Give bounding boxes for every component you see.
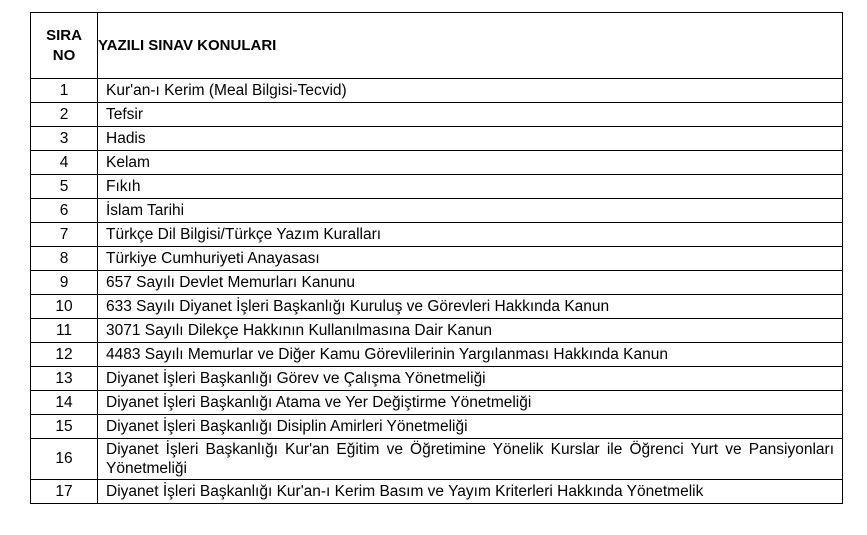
row-topic: Kur'an-ı Kerim (Meal Bilgisi-Tecvid) [98,79,843,103]
row-topic: Türkçe Dil Bilgisi/Türkçe Yazım Kuralları [98,223,843,247]
row-topic: Kelam [98,151,843,175]
row-topic: İslam Tarihi [98,199,843,223]
column-header-no-line1: SIRA [46,26,82,44]
row-number: 3 [31,127,98,151]
row-topic: Diyanet İşleri Başkanlığı Kur'an-ı Kerim Basım ve Yayım Kriterleri Hakkında Yönetmelik [98,480,843,504]
row-number: 2 [31,103,98,127]
row-number: 5 [31,175,98,199]
table-row [31,295,843,319]
table-row [31,415,843,439]
table-row [31,391,843,415]
table-row [31,223,843,247]
row-topic: Diyanet İşleri Başkanlığı Atama ve Yer Değiştirme Yönetmeliği [98,391,843,415]
row-topic: 4483 Sayılı Memurlar ve Diğer Kamu Görevlilerinin Yargılanması Hakkında Kanun [98,343,843,367]
table-row [31,79,843,103]
row-number: 16 [31,439,98,480]
row-topic: Tefsir [98,103,843,127]
row-topic: 657 Sayılı Devlet Memurları Kanunu [98,271,843,295]
row-topic: 3071 Sayılı Dilekçe Hakkının Kullanılmasına Dair Kanun [98,319,843,343]
row-number: 1 [31,79,98,103]
table-row [31,271,843,295]
row-number: 11 [31,319,98,343]
row-topic: Diyanet İşleri Başkanlığı Disiplin Amirleri Yönetmeliği [98,415,843,439]
row-topic: 633 Sayılı Diyanet İşleri Başkanlığı Kuruluş ve Görevleri Hakkında Kanun [98,295,843,319]
exam-topics-table [30,12,843,504]
row-number: 7 [31,223,98,247]
row-topic: Fıkıh [98,175,843,199]
row-number: 13 [31,367,98,391]
column-header-no-line2: NO [52,46,76,64]
row-topic: Hadis [98,127,843,151]
table-row [31,175,843,199]
row-number: 9 [31,271,98,295]
table-row [31,480,843,504]
table-row [31,343,843,367]
row-number: 12 [31,343,98,367]
row-topic: Diyanet İşleri Başkanlığı Kur'an Eğitim ve Öğretimine Yönelik Kurslar ile Öğrenci Yurt ve Pansiyonları Yönetmeliği [98,439,843,480]
table-row [31,127,843,151]
row-number: 15 [31,415,98,439]
table-row [31,439,843,480]
row-number: 4 [31,151,98,175]
table-row [31,319,843,343]
row-number: 14 [31,391,98,415]
table-row [31,151,843,175]
row-number: 10 [31,295,98,319]
column-header-no [31,13,98,79]
row-number: 6 [31,199,98,223]
row-number: 17 [31,480,98,504]
table-row [31,367,843,391]
table-row [31,247,843,271]
row-topic: Diyanet İşleri Başkanlığı Görev ve Çalışma Yönetmeliği [98,367,843,391]
table-header-row [31,13,843,79]
table-row [31,199,843,223]
column-header-topics: YAZILI SINAV KONULARI [98,13,843,79]
table-row [31,103,843,127]
row-number: 8 [31,247,98,271]
row-topic: Türkiye Cumhuriyeti Anayasası [98,247,843,271]
